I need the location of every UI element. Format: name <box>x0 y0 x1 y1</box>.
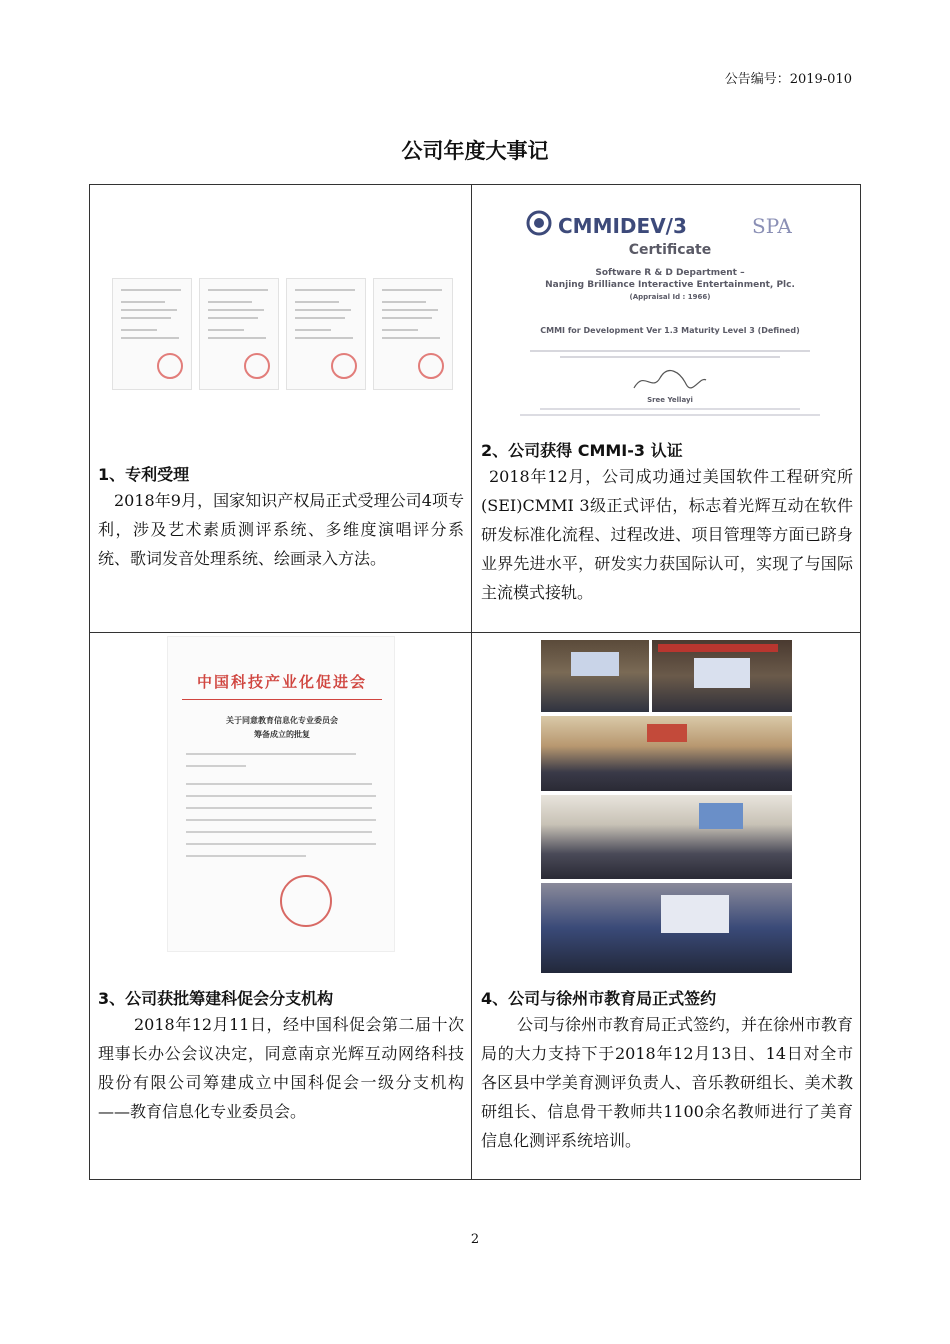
photo-3 <box>541 716 792 791</box>
certificate-signer: Sree Yellayi <box>647 396 693 404</box>
letter-subject-line-2: 筹备成立的批复 <box>254 729 310 739</box>
cell-2-heading: 2、公司获得 CMMI-3 认证 <box>481 441 683 460</box>
cell-3-body: 2018年12月11日，经中国科促会第二届十次理事长办公会议决定，同意南京光辉互动网络科技股份有限公司筹建成立中国科促会一级分支机构——教育信息化专业委员会。 <box>98 1015 464 1121</box>
photo-5 <box>541 883 792 973</box>
certificate-company: Nanjing Brilliance Interactive Entertainment, Plc. <box>545 280 795 290</box>
cell-3-heading: 3、公司获批筹建科促会分支机构 <box>98 989 334 1008</box>
photo-1 <box>541 640 649 712</box>
signature-icon <box>630 368 710 394</box>
cell-4-body: 公司与徐州市教育局正式签约，并在徐州市教育局的大力支持下于2018年12月13日、14日对全市各区县中学美育测评负责人、音乐教研组长、美术教研组长、信息骨干教师共1100余名教师进行了美育信息化测评系统培训。 <box>481 1015 854 1150</box>
spa-logo: SPA <box>752 214 792 238</box>
letter-subject-line-1: 关于同意教育信息化专业委员会 <box>226 715 338 725</box>
photo-4 <box>541 795 792 879</box>
cell-1-body: 2018年9月，国家知识产权局正式受理公司4项专利，涉及艺术素质测评系统、多维度演唱评分系统、歌词发音处理系统、绘画录入方法。 <box>98 491 464 568</box>
cmmi-brand: CMMIDEV/3 <box>558 214 687 238</box>
cell-2-body: 2018年12月，公司成功通过美国软件工程研究所(SEI)CMMI 3级正式评估，标志着光辉互动在软件研发标准化流程、过程改进、项目管理等方面已跻身业界先进水平，研发实力获国际认可，实现了与国际主流模式接轨。 <box>481 467 853 602</box>
certificate-dept: Software R & D Department – <box>595 268 745 278</box>
certificate-level: CMMI for Development Ver 1.3 Maturity Level 3 (Defined) <box>540 326 800 335</box>
cmmi-logo-icon <box>526 210 552 236</box>
letter-org-name: 中国科技产业化促进会 <box>196 673 367 691</box>
certificate-appraisal: (Appraisal Id : 1966) <box>629 293 711 301</box>
page-number: 2 <box>470 1232 480 1247</box>
cmmi-certificate-image <box>500 200 840 426</box>
certificate-title: Certificate <box>628 242 712 258</box>
table-divider-vertical <box>471 184 472 1180</box>
page-title: 公司年度大事记 <box>401 139 549 163</box>
approval-letter-image <box>167 636 395 952</box>
announcement-number: 公告编号：2019-010 <box>724 72 852 87</box>
table-divider-horizontal <box>89 632 861 633</box>
cell-4-heading: 4、公司与徐州市教育局正式签约 <box>481 989 717 1008</box>
photo-2 <box>652 640 792 712</box>
cell-1-heading: 1、专利受理 <box>98 465 190 484</box>
